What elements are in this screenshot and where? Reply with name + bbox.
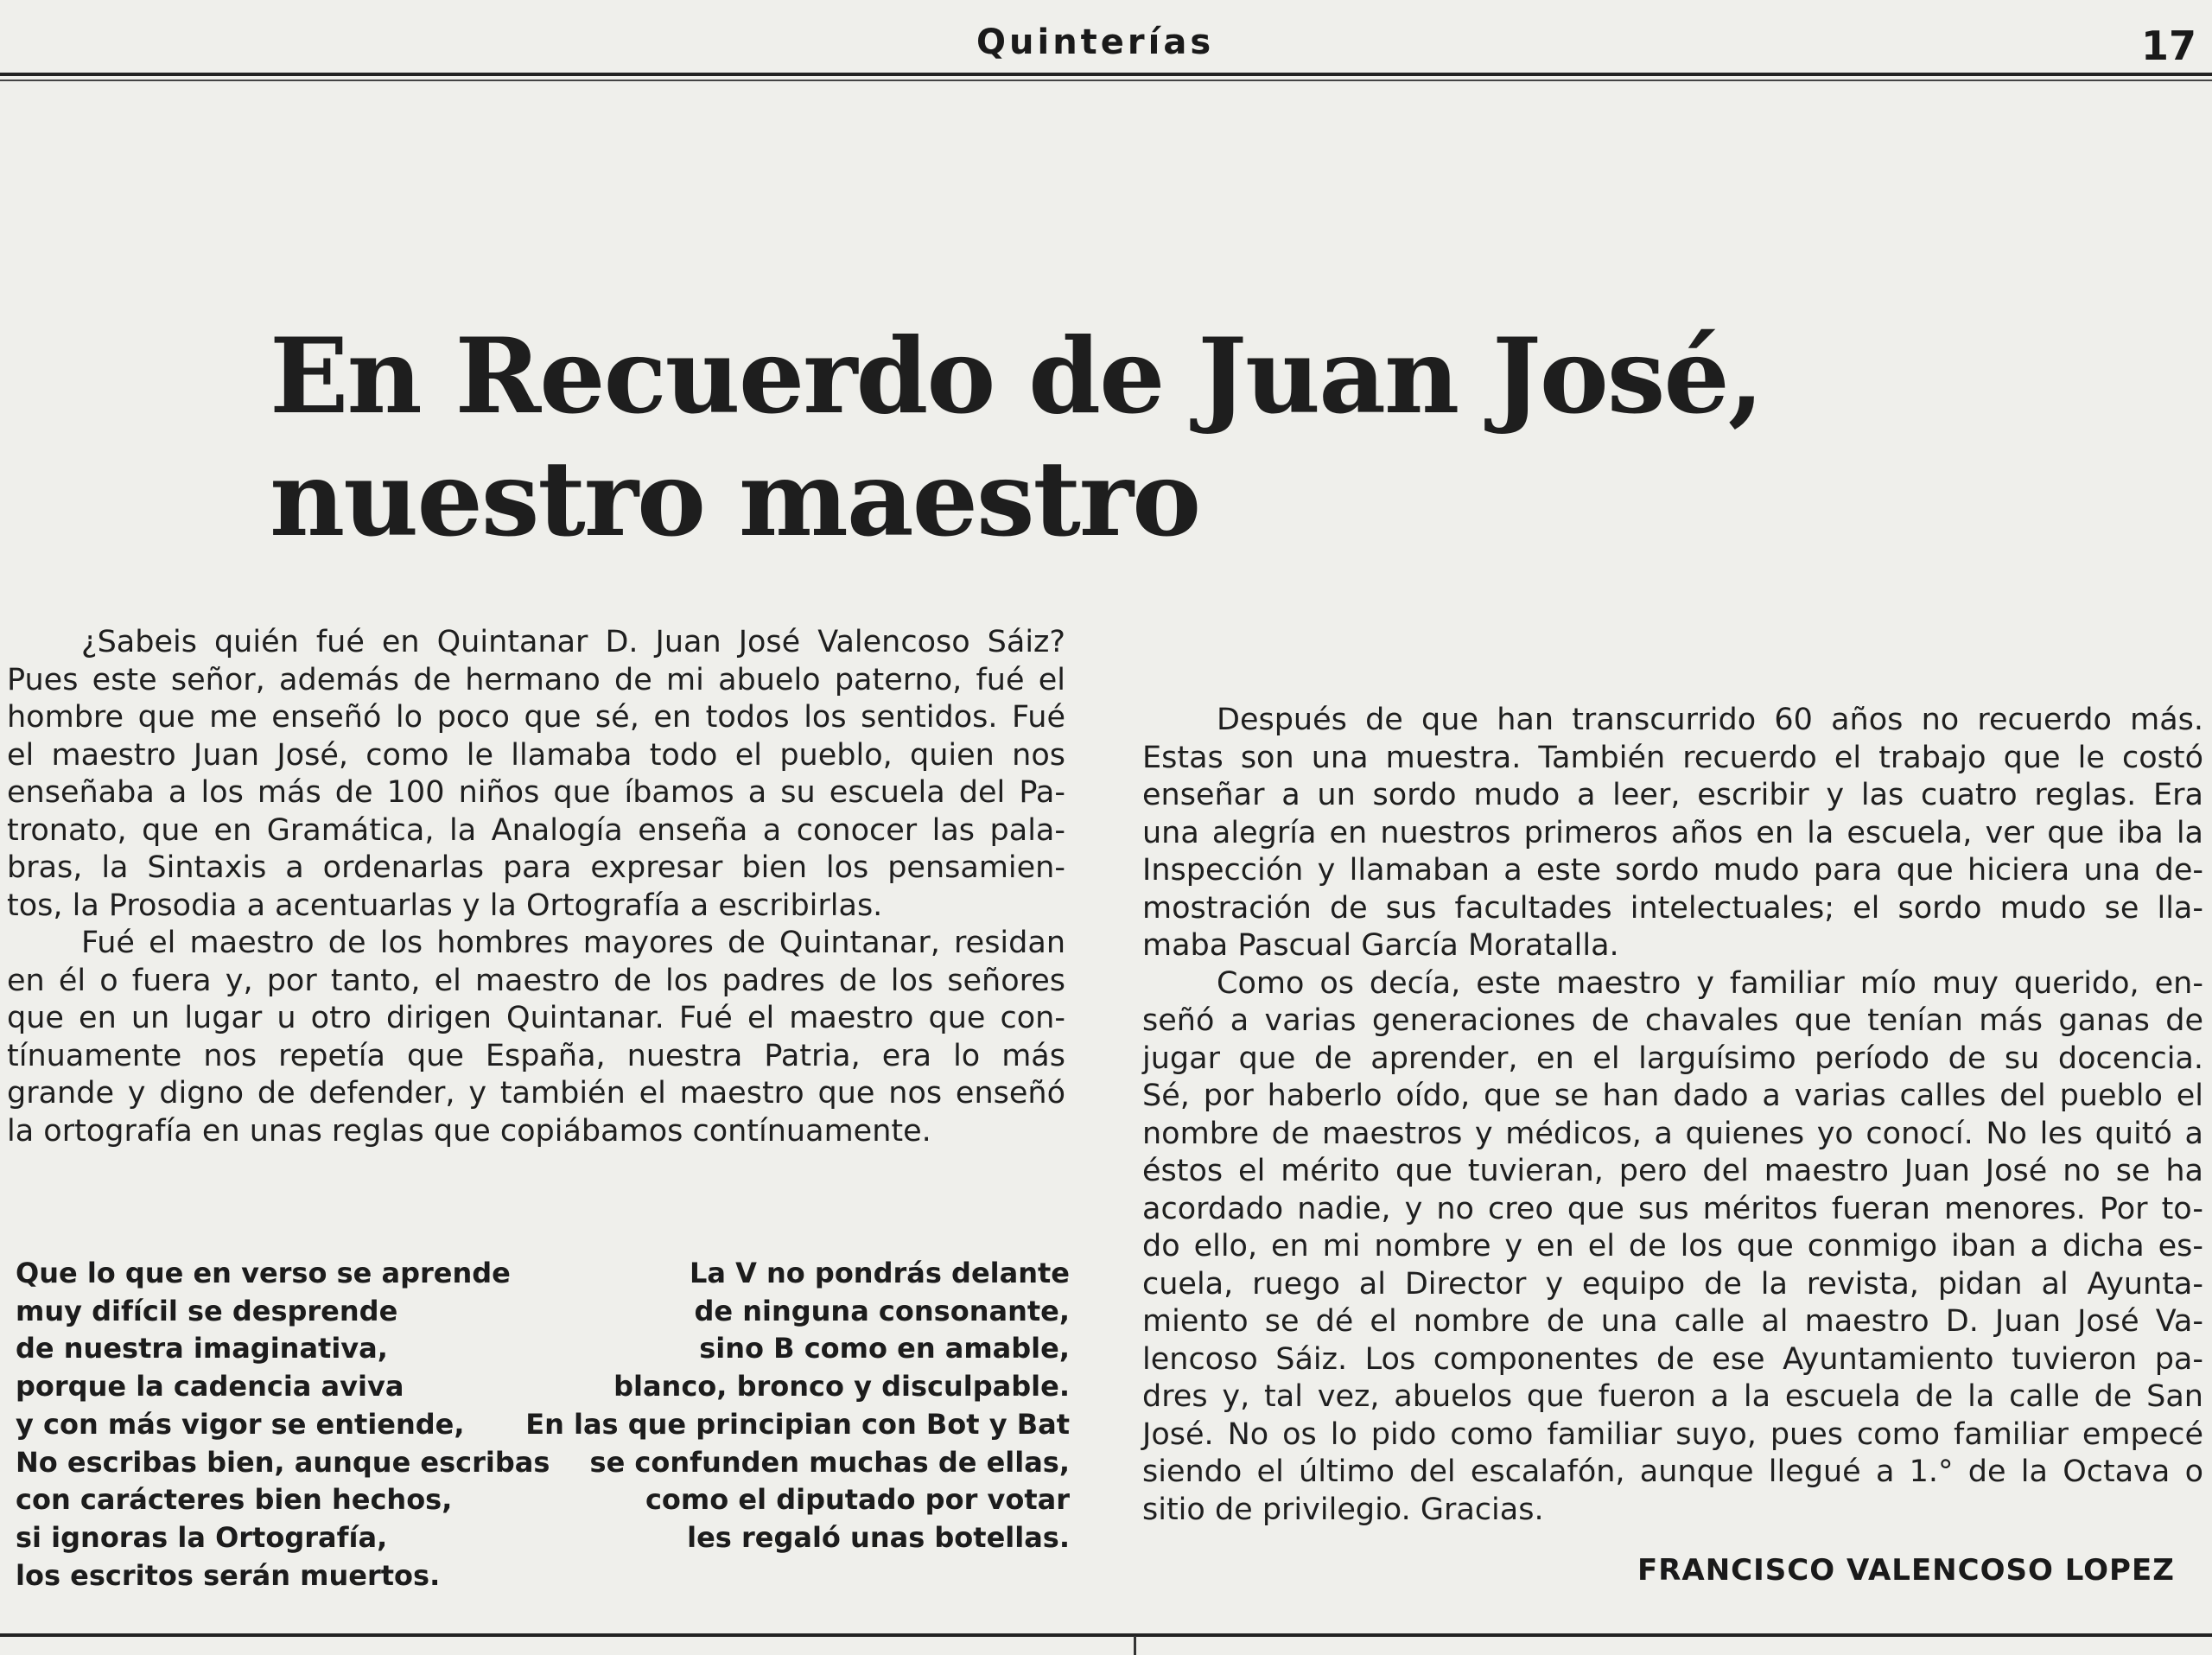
- text-line: sitio de privilegio. Gracias.: [1142, 1492, 1544, 1527]
- text-line: en él o fuera y, por tanto, el maestro de los padres de los señores: [7, 963, 1065, 998]
- text-line: ¿Sabeis quién fué en Quintanar D. Juan José Valencoso Sáiz?: [81, 625, 1065, 659]
- verse-line: de ninguna consonante,: [694, 1294, 1070, 1327]
- text-line: maba Pascual García Moratalla.: [1142, 928, 1619, 963]
- verse-line: No escribas bien, aunque escribas: [16, 1445, 550, 1479]
- text-line: éstos el mérito que tuvieran, pero del maestro Juan José no se ha: [1142, 1154, 2203, 1188]
- text-line: siendo el último del escalafón, aunque llegué a 1.° de la Octava o: [1142, 1454, 2203, 1489]
- verse-line: En las que principian con Bot y Bat: [525, 1407, 1070, 1441]
- text-line: Después de que han transcurrido 60 años no recuerdo más.: [1217, 703, 2203, 737]
- text-line: Fué el maestro de los hombres mayores de Quintanar, residan: [81, 926, 1065, 960]
- verse-line: los escritos serán muertos.: [16, 1558, 441, 1592]
- text-line: do ello, en mi nombre y en el de los que conmigo iban a dicha es-: [1142, 1229, 2203, 1264]
- verse-line: sino B como en amable,: [699, 1332, 1070, 1365]
- text-line: Pues este señor, además de hermano de mi abuelo paterno, fué el: [7, 662, 1065, 697]
- verse-line: si ignoras la Ortografía,: [16, 1520, 388, 1554]
- text-line: lencoso Sáiz. Los componentes de ese Ayuntamiento tuvieron pa-: [1142, 1341, 2203, 1377]
- page-number: 17: [2141, 22, 2197, 69]
- verse-line: con carácteres bien hechos,: [16, 1483, 453, 1517]
- right-column: [1142, 702, 2203, 1529]
- footer-rule: [0, 1633, 2212, 1637]
- text-line: acordado nadie, y no creo que sus méritos fueran menores. Por to-: [1142, 1191, 2203, 1226]
- header-rule-thin: [0, 80, 2212, 81]
- text-line: señó a varias generaciones de chavales que tenían más ganas de: [1142, 1003, 2203, 1038]
- author-signature: FRANCISCO VALENCOSO LOPEZ: [1637, 1553, 2175, 1588]
- header-rule: [0, 73, 2212, 76]
- text-line: jugar que de aprender, en el larguísimo período de su docencia.: [1142, 1041, 2203, 1076]
- column-divider: [1134, 1636, 1136, 1655]
- verse-line: de nuestra imaginativa,: [16, 1332, 388, 1365]
- text-line: Como os decía, este maestro y familiar mío muy querido, en-: [1217, 965, 2203, 1001]
- verse-line: como el diputado por votar: [645, 1483, 1070, 1517]
- verse-right: [484, 1255, 1070, 1557]
- verse-line: blanco, bronco y disculpable.: [613, 1370, 1070, 1404]
- verse-line: muy difícil se desprende: [16, 1294, 398, 1327]
- text-line: cuela, ruego al Director y equipo de la revista, pidan al Ayunta-: [1142, 1266, 2203, 1302]
- verse-line: La V no pondrás delante: [689, 1257, 1070, 1289]
- text-line: Estas son una muestra. También recuerdo el trabajo que le costó: [1142, 740, 2203, 775]
- verse-line: porque la cadencia aviva: [16, 1370, 404, 1404]
- text-line: grande y digno de defender, y también el maestro que nos enseñó: [7, 1076, 1065, 1111]
- article-title: [270, 315, 1763, 561]
- text-line: José. No os lo pido como familiar suyo, pues como familiar empecé: [1142, 1416, 2203, 1452]
- text-line: la ortografía en unas reglas que copiábamos contínuamente.: [7, 1113, 931, 1149]
- text-line: una alegría en nuestros primeros años en la escuela, ver que iba la: [1142, 815, 2203, 850]
- text-line: dres y, tal vez, abuelos que fueron a la escuela de la calle de San: [1142, 1379, 2203, 1414]
- text-line: Sé, por haberlo oído, que se han dado a varias calles del pueblo el: [1142, 1079, 2203, 1113]
- verse-line: Que lo que en verso se aprende: [16, 1257, 511, 1289]
- text-line: que en un lugar u otro dirigen Quintanar. Fué el maestro que con-: [7, 1001, 1065, 1035]
- text-line: Inspección y llamaban a este sordo mudo para que hiciera una de-: [1142, 853, 2203, 888]
- verse-line: les regaló unas botellas.: [687, 1520, 1070, 1554]
- left-column: [7, 624, 1065, 1150]
- verse-line: y con más vigor se entiende,: [16, 1407, 465, 1441]
- text-line: enseñaba a los más de 100 niños que íbamos a su escuela del Pa-: [7, 775, 1065, 810]
- text-line: bras, la Sintaxis a ordenarlas para expresar bien los pensamien-: [7, 850, 1065, 885]
- article-title-line: En Recuerdo de Juan José,: [270, 315, 1763, 437]
- text-line: nombre de maestros y médicos, a quienes yo conocí. No les quitó a: [1142, 1116, 2203, 1151]
- article-title-line: nuestro maestro: [270, 438, 1200, 560]
- text-line: enseñar a un sordo mudo a leer, escribir y las cuatro reglas. Era: [1142, 778, 2203, 812]
- text-line: miento se dé el nombre de una calle al maestro D. Juan José Va-: [1142, 1304, 2203, 1339]
- text-line: hombre que me enseñó lo poco que sé, en todos los sentidos. Fué: [7, 700, 1065, 735]
- section-name: Quinterías: [976, 22, 1215, 62]
- text-line: tronato, que en Gramática, la Analogía enseña a conocer las pala-: [7, 812, 1065, 848]
- text-line: mostración de sus facultades intelectuales; el sordo mudo se lla-: [1142, 890, 2203, 926]
- text-line: el maestro Juan José, como le llamaba todo el pueblo, quien nos: [7, 737, 1065, 773]
- verse-line: se confunden muchas de ellas,: [589, 1445, 1070, 1479]
- text-line: tos, la Prosodia a acentuarlas y la Ortografía a escribirlas.: [7, 888, 883, 923]
- text-line: tínuamente nos repetía que España, nuestra Patria, era lo más: [7, 1038, 1065, 1073]
